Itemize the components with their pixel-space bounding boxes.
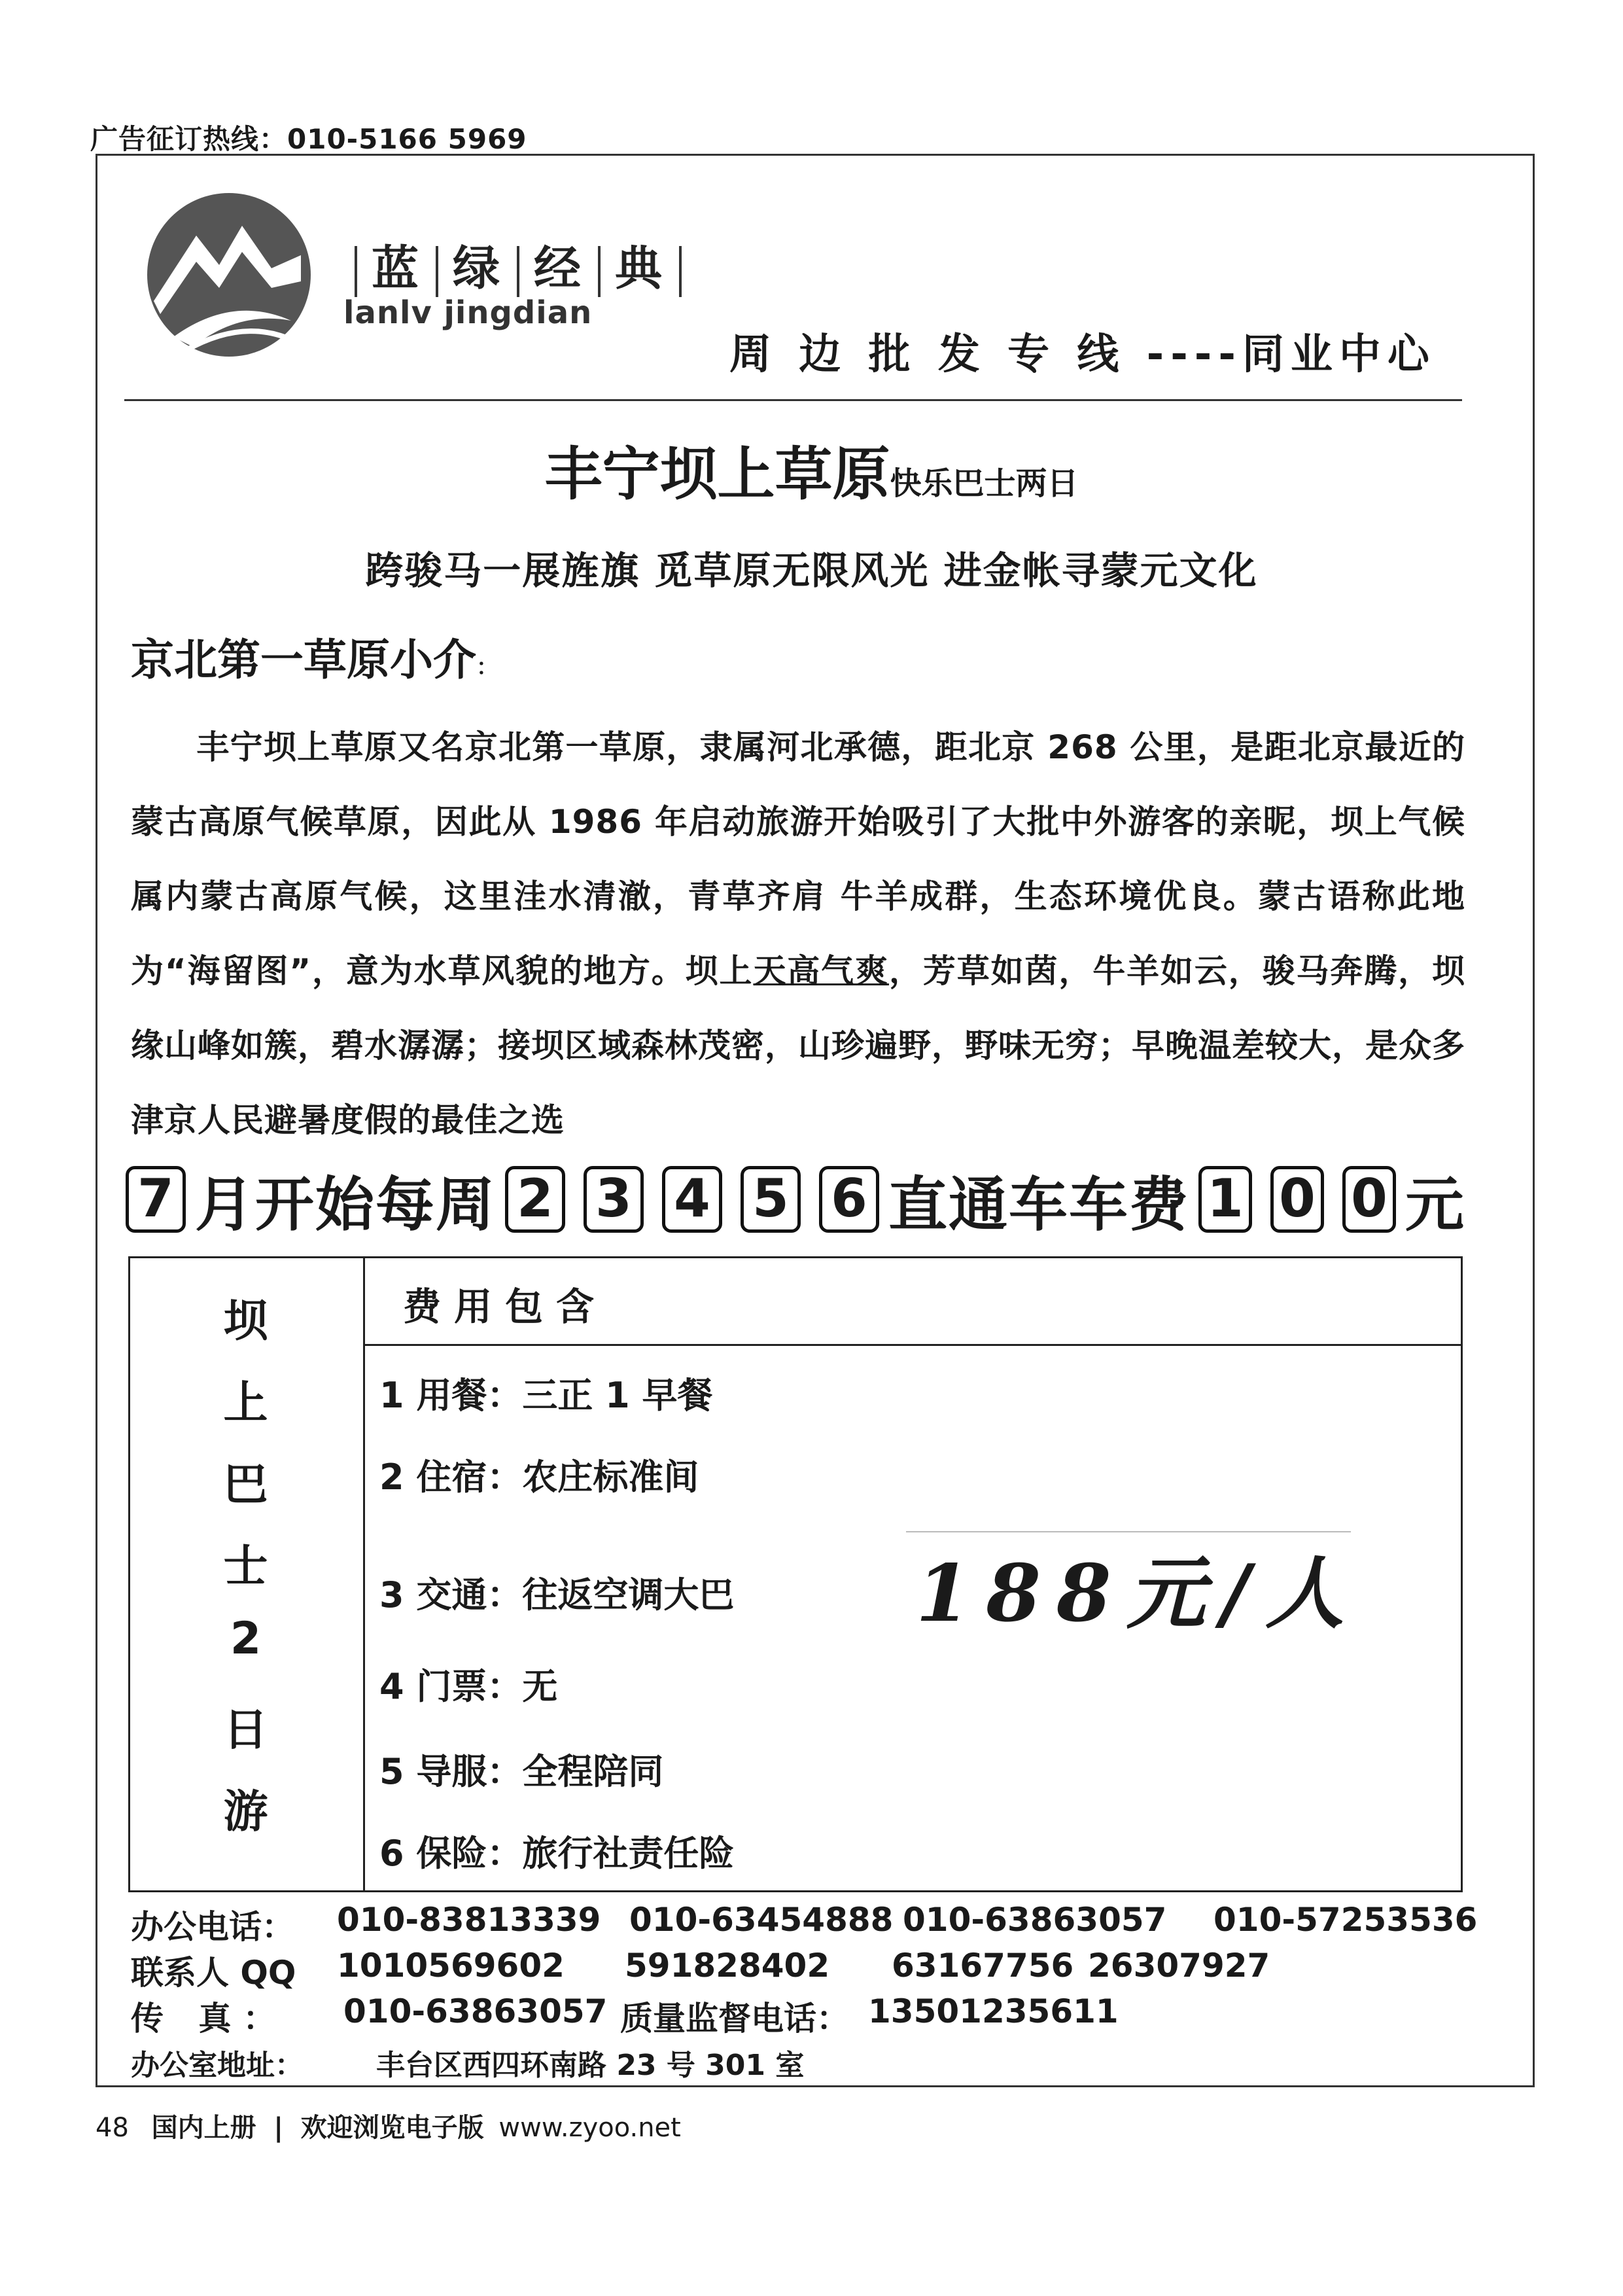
day-badge: 3	[584, 1166, 644, 1233]
day-badge: 2	[505, 1166, 565, 1233]
fee-header: 费用包含	[403, 1284, 608, 1329]
fee-item: 1 用餐：三正 1 早餐	[379, 1375, 713, 1416]
qq-number: 63167756	[892, 1947, 1074, 1985]
qq-number: 591828402	[625, 1947, 830, 1985]
subtitle: 跨骏马一展旌旗 觅草原无限风光 进金帐寻蒙元文化	[365, 548, 1258, 593]
phone-number: 010-63454888	[629, 1901, 894, 1939]
logo-pinyin: lanlv jingdian	[343, 294, 593, 331]
title-main: 丰宁坝上草原	[544, 440, 890, 508]
fee-item: 6 保险：旅行社责任险	[379, 1833, 735, 1874]
page-number: 48	[96, 2113, 129, 2143]
website-link[interactable]: www.zyoo.net	[498, 2113, 681, 2143]
intro-heading: 京北第一草原小介：	[131, 635, 498, 685]
phone-number: 010-83813339	[337, 1901, 601, 1939]
day-badge: 5	[741, 1166, 801, 1233]
address-text: 丰台区西四环南路 23 号 301 室	[376, 2049, 805, 2082]
fax-number: 010-63863057	[343, 1992, 608, 2030]
qq-number: 1010569602	[337, 1947, 565, 1985]
fee-item: 2 住宿：农庄标准间	[379, 1457, 699, 1498]
logo-mountain-icon	[134, 190, 324, 360]
day-badge: 4	[662, 1166, 722, 1233]
underlined-phrase: 天高气爽	[753, 952, 889, 990]
fee-item: 4 门票：无	[379, 1666, 558, 1707]
office-address: 办公室地址： 丰台区西四环南路 23 号 301 室	[131, 2041, 1465, 2081]
phone-number: 010-63863057	[903, 1901, 1167, 1939]
quality-phone: 13501235611	[868, 1992, 1119, 2030]
browse-text: 欢迎浏览电子版	[300, 2113, 484, 2143]
month-badge: 7	[126, 1166, 186, 1233]
fare-digit: 0	[1270, 1166, 1324, 1233]
section-name: 国内上册	[151, 2113, 256, 2143]
intro-paragraph: 丰宁坝上草原又名京北第一草原，隶属河北承德，距北京 268 公里，是距北京最近的蒙古高原气候草原，因此从 1986 年启动旅游开始吸引了大批中外游客的亲昵，坝上气候属内蒙古高原气候，这里洼水清澈，青草齐肩 牛羊成群，生态环境优良。蒙古语称此地为“海留图”，意为水草风貌的地方。坝上天高气爽，芳草如茵，牛羊如云，骏马奔腾，坝缘山峰如簇，碧水潺潺；接坝区域森林茂密，山珍遍野，野味无穷；早晚温差较大，是众多津京人民避暑度假的最佳之选	[131, 728, 1465, 1139]
fax-and-quality: 传 真： 010-63863057 质量监督电话： 13501235611	[131, 1992, 1119, 2038]
title-suffix: 快乐巴士两日	[890, 465, 1079, 502]
fee-header-divider	[365, 1344, 1463, 1346]
fare-digit: 1	[1198, 1166, 1252, 1233]
contact-qq: 联系人 QQ 1010569602 591828402 63167756 26307927	[131, 1947, 1270, 1992]
phone-number: 010-57253536	[1213, 1901, 1478, 1939]
fee-item: 5 导服：全程陪同	[379, 1751, 664, 1792]
tour-price: 188元/人	[916, 1547, 1360, 1640]
qq-number: 26307927	[1088, 1947, 1270, 1985]
fee-item: 3 交通：往返空调大巴	[379, 1574, 735, 1616]
office-phones: 办公电话： 010-83813339 010-63454888 010-63863057 010-57253536	[131, 1901, 1478, 1946]
slogan: 周 边 批 发 专 线 ----同业中心	[729, 330, 1436, 379]
divider	[124, 399, 1462, 401]
tour-name-column: 坝 上 巴 士 2 日 游	[128, 1256, 365, 1892]
day-badge: 6	[819, 1166, 879, 1233]
page-footer: 48 国内上册 | 欢迎浏览电子版 www.zyoo.net	[96, 2113, 681, 2143]
logo-chinese-name: 蓝 绿 经 典	[340, 230, 696, 298]
page-title	[0, 429, 1623, 511]
bus-schedule-banner: 7 月开始每周 2 3 4 5 6 直通车车费 1 0 0 元	[116, 1157, 1465, 1242]
ad-hotline: 广告征订热线：010-5166 5969	[90, 123, 527, 155]
fare-digit: 0	[1342, 1166, 1396, 1233]
